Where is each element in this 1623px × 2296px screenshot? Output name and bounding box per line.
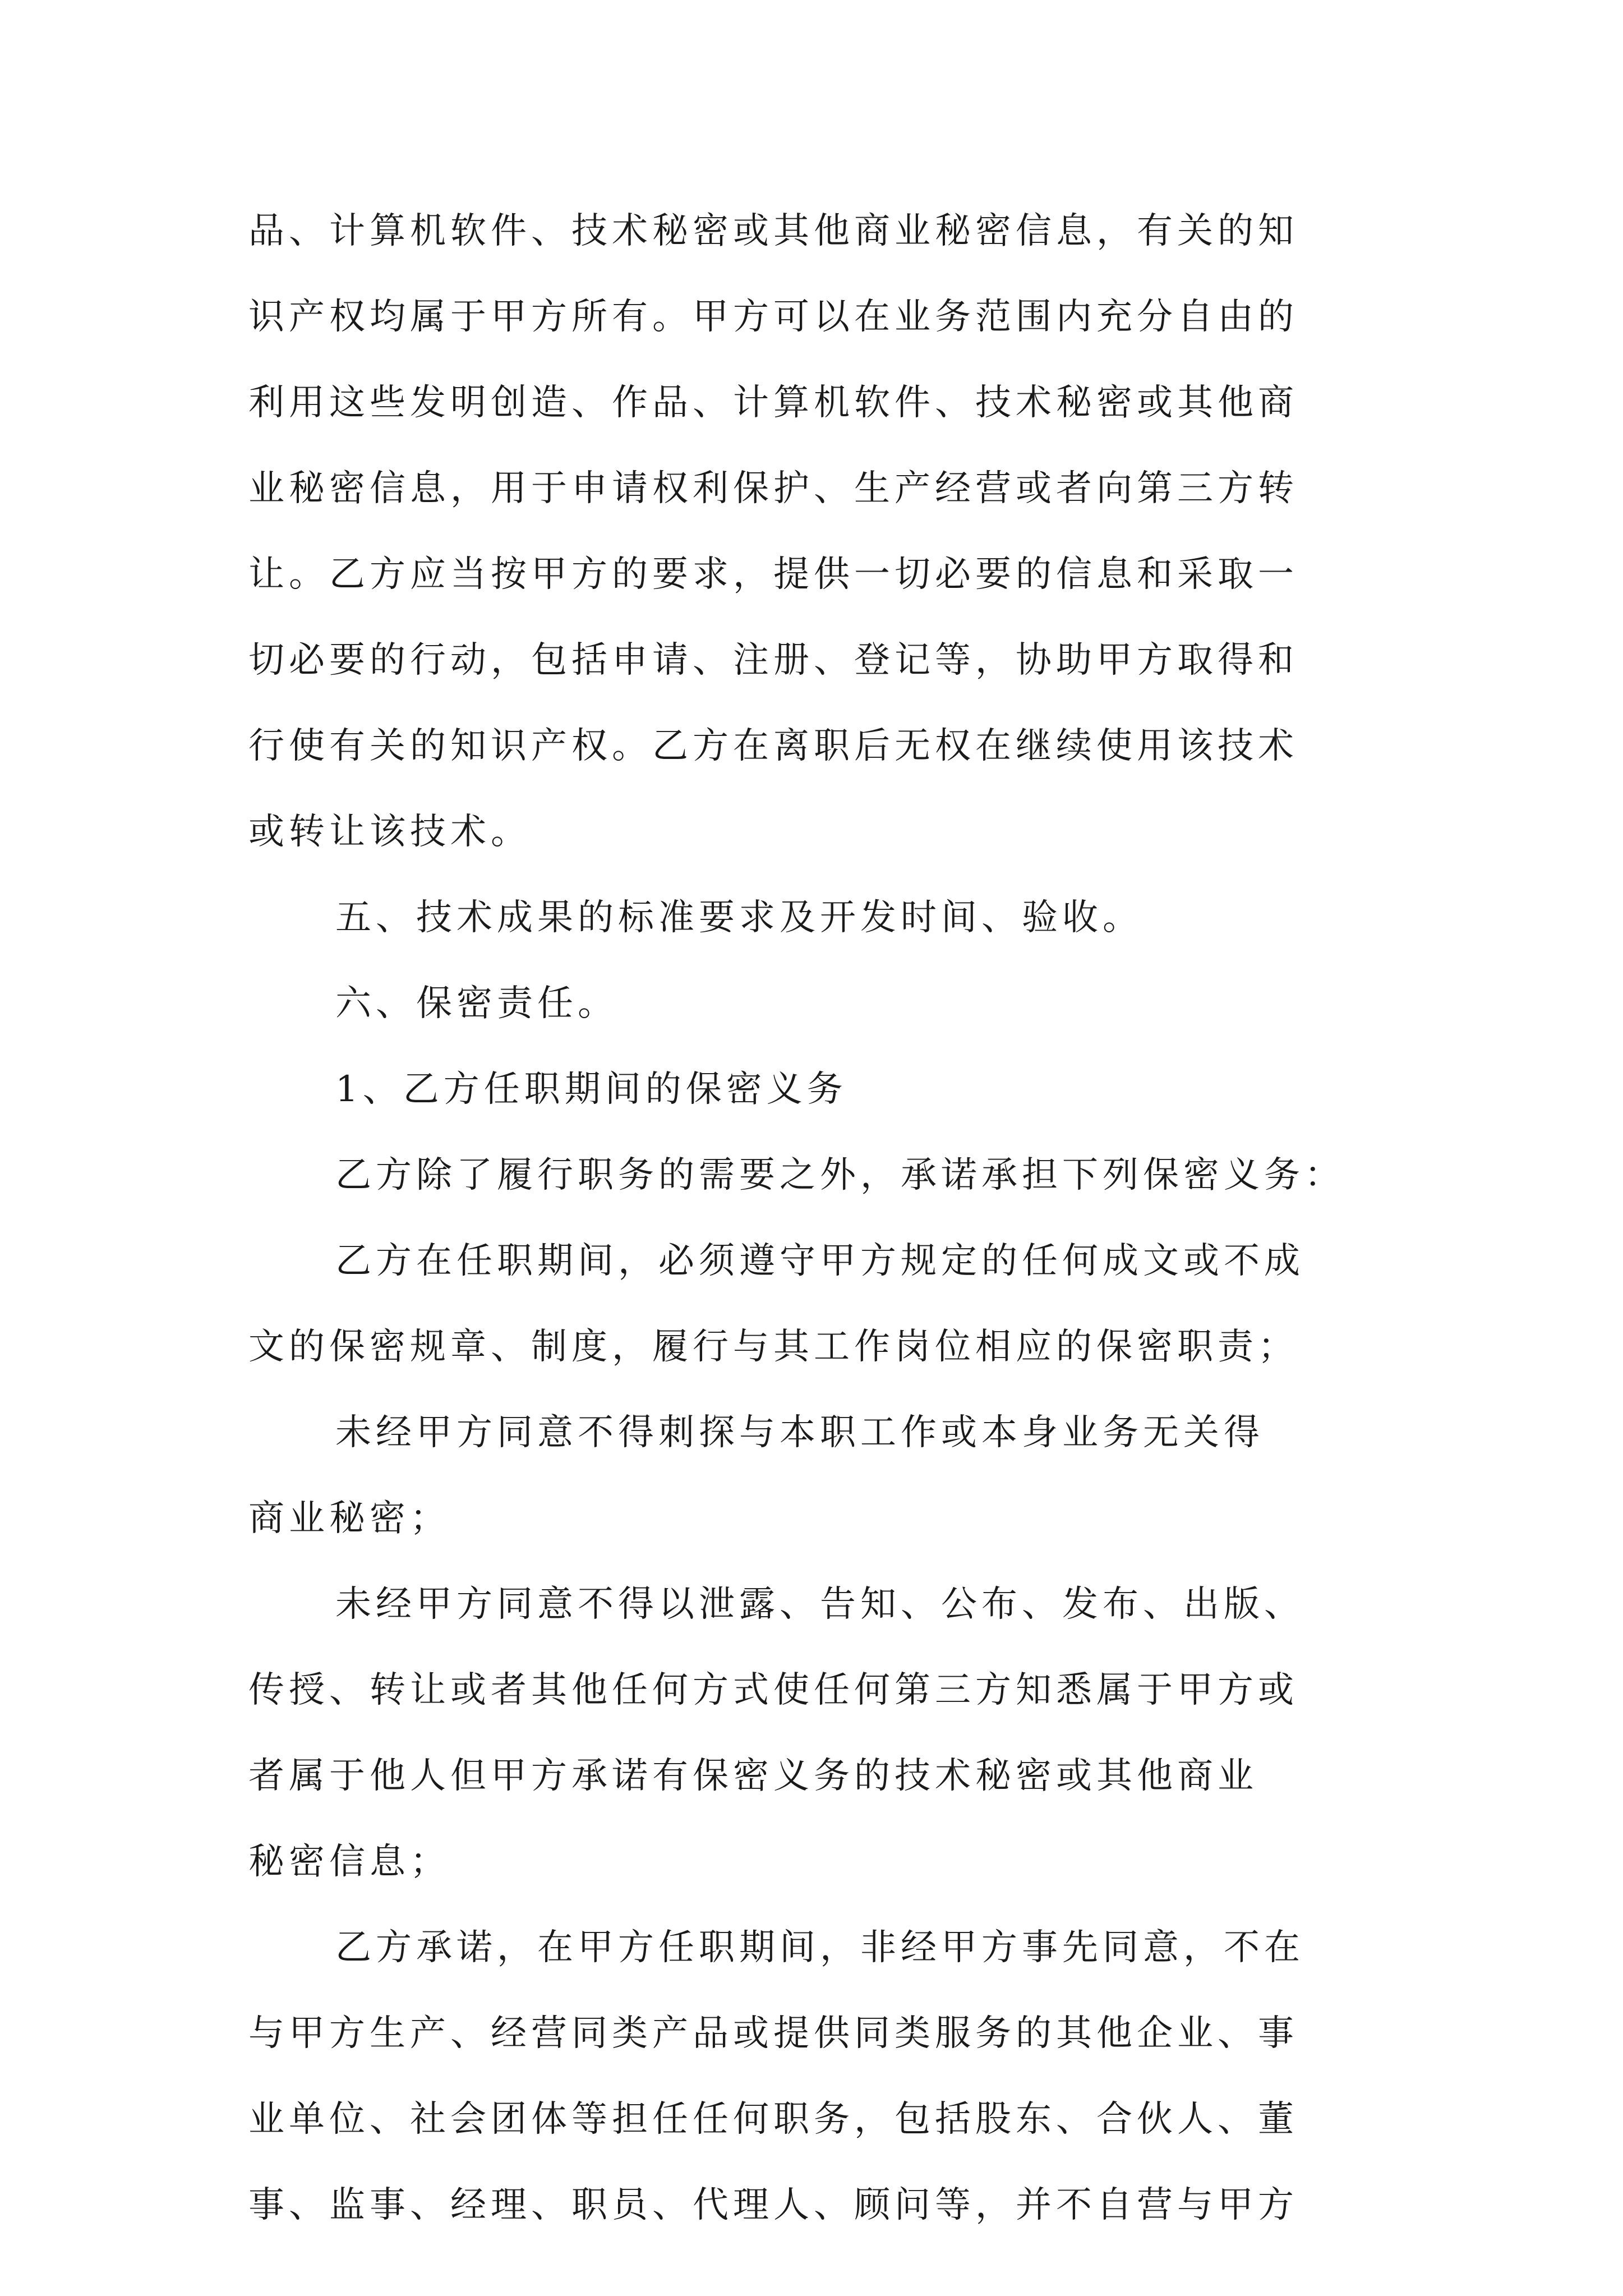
text-line: 商业秘密； bbox=[248, 1498, 450, 1539]
section-heading: 五、技术成果的标准要求及开发时间、验收。 bbox=[335, 897, 1143, 938]
text-line: 行使有关的知识产权。乙方在离职后无权在继续使用该技术 bbox=[248, 725, 1298, 767]
subsection-heading: 1、乙方任职期间的保密义务 bbox=[335, 1069, 847, 1110]
text-line: 业秘密信息，用于申请权利保护、生产经营或者向第三方转 bbox=[248, 468, 1298, 509]
text-line: 识产权均属于甲方所有。甲方可以在业务范围内充分自由的 bbox=[248, 296, 1298, 338]
text-line: 乙方在任职期间，必须遵守甲方规定的任何成文或不成 bbox=[335, 1240, 1304, 1282]
text-line: 事、监事、经理、职员、代理人、顾问等，并不自营与甲方 bbox=[248, 2184, 1298, 2226]
text-line: 者属于他人但甲方承诺有保密义务的技术秘密或其他商业 bbox=[248, 1755, 1258, 1797]
text-line: 或转让该技术。 bbox=[248, 811, 531, 853]
text-line: 业单位、社会团体等担任任何职务，包括股东、合伙人、董 bbox=[248, 2099, 1298, 2140]
text-line: 未经甲方同意不得刺探与本职工作或本身业务无关得 bbox=[335, 1412, 1264, 1453]
text-line: 文的保密规章、制度，履行与其工作岗位相应的保密职责； bbox=[248, 1326, 1298, 1368]
text-line: 切必要的行动，包括申请、注册、登记等，协助甲方取得和 bbox=[248, 639, 1298, 681]
text-line: 传授、转让或者其他任何方式使任何第三方知悉属于甲方或 bbox=[248, 1669, 1298, 1711]
text-line: 品、计算机软件、技术秘密或其他商业秘密信息，有关的知 bbox=[248, 210, 1298, 252]
text-line: 利用这些发明创造、作品、计算机软件、技术秘密或其他商 bbox=[248, 382, 1298, 424]
text-line: 秘密信息； bbox=[248, 1841, 450, 1883]
text-line: 乙方除了履行职务的需要之外，承诺承担下列保密义务： bbox=[335, 1154, 1345, 1196]
text-line: 与甲方生产、经营同类产品或提供同类服务的其他企业、事 bbox=[248, 2013, 1298, 2054]
section-heading: 六、保密责任。 bbox=[335, 983, 618, 1024]
text-line: 未经甲方同意不得以泄露、告知、公布、发布、出版、 bbox=[335, 1584, 1304, 1625]
text-line: 让。乙方应当按甲方的要求，提供一切必要的信息和采取一 bbox=[248, 554, 1298, 595]
text-line: 乙方承诺，在甲方任职期间，非经甲方事先同意，不在 bbox=[335, 1927, 1304, 1968]
